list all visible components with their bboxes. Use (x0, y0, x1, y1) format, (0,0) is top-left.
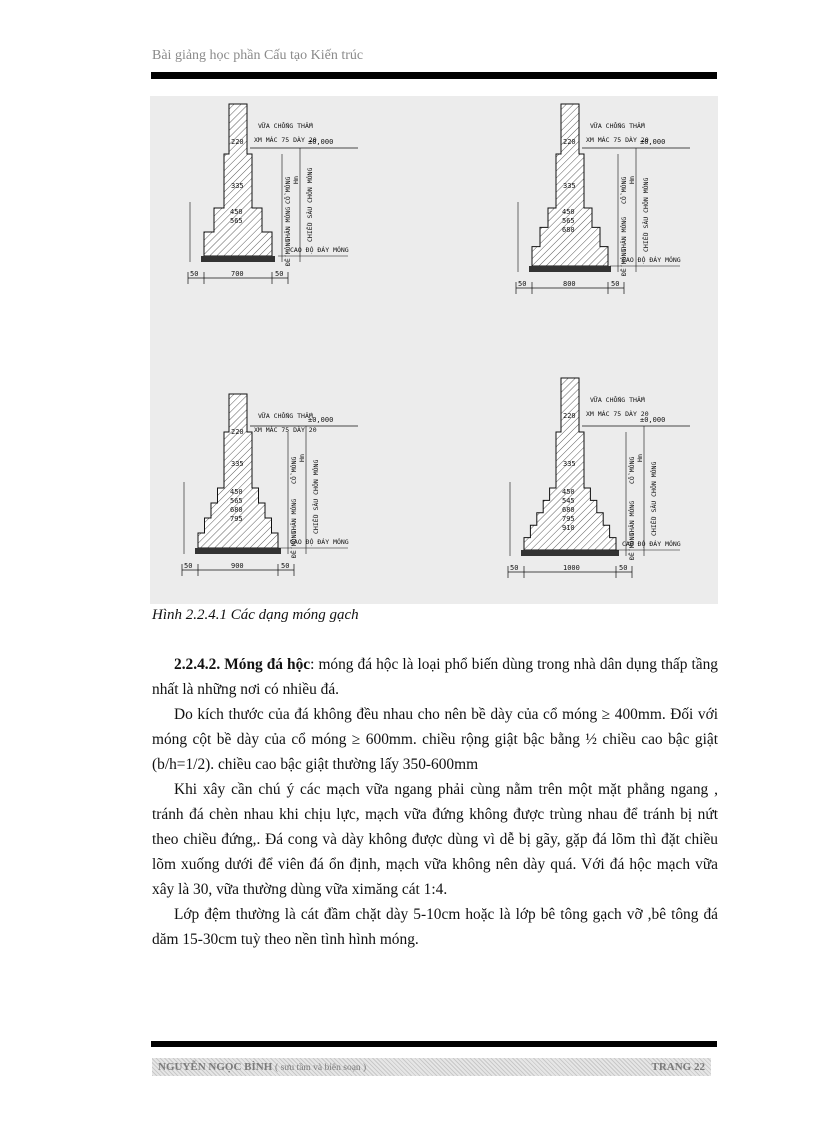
section-number: 2.2.4.2. (174, 656, 221, 673)
step-width-label: 680 (562, 226, 575, 234)
body-label: THÂN MÓNG (620, 216, 628, 252)
waterproof-spec-label: XM MÁC 75 DÀY 20 (586, 410, 649, 418)
step-width-label: 565 (230, 217, 243, 225)
step-width-label: 680 (562, 506, 575, 514)
step-width-label: 565 (562, 217, 575, 225)
base-width-label: 1000 (563, 564, 580, 572)
margin-dim-label: 50 (518, 280, 527, 288)
step-width-label: 565 (230, 497, 243, 505)
wall-thickness-label: 220 (563, 138, 576, 146)
depth-short-label: Hm (298, 454, 306, 462)
body-text (152, 652, 718, 952)
depth-label: CHIỀU SÂU CHÔN MÓNG (650, 461, 658, 536)
margin-dim-label: 50 (619, 564, 628, 572)
section-title: Móng đá hộc (224, 656, 311, 673)
paragraph-2: Do kích thước của đá không đều nhau cho nên bề dày của cổ móng ≥ 400mm. Đối với móng cột bề dày của cổ móng ≥ 600mm. chiều rộng giật bậc bằng ½ chiều cao bậc giật (b/h=1/2). chiều cao bậc giật thường lấy 350-600mm (152, 706, 718, 773)
base-label: ĐẾ MÓNG (290, 530, 298, 558)
neck-thickness-label: 335 (231, 460, 244, 468)
waterproof-label: VỮA CHỐNG THẤM (590, 396, 645, 404)
margin-dim-label: 50 (281, 562, 290, 570)
base-label: ĐẾ MÓNG (284, 238, 292, 266)
page-header-title: Bài giảng học phần Cấu tạo Kiến trúc (152, 48, 364, 63)
step-width-label: 795 (562, 515, 575, 523)
neck-label: CỔ MÓNG (628, 456, 636, 484)
bottom-elevation-label: CAO ĐỘ ĐÁY MÓNG (290, 246, 349, 254)
wall-thickness-label: 220 (563, 412, 576, 420)
margin-dim-label: 50 (510, 564, 519, 572)
ground-level-label: ±0,000 (308, 138, 334, 146)
base-width-label: 900 (231, 562, 244, 570)
figure-caption: Hình 2.2.4.1 Các dạng móng gạch (152, 607, 359, 623)
step-width-label: 545 (562, 497, 575, 505)
margin-dim-label: 50 (275, 270, 284, 278)
depth-label: CHIỀU SÂU CHÔN MÓNG (642, 177, 650, 252)
foundation-base-pad (529, 266, 611, 272)
step-width-label: 795 (230, 515, 243, 523)
waterproof-label: VỮA CHỐNG THẤM (258, 412, 313, 420)
wall-thickness-label: 220 (231, 138, 244, 146)
foundation-drawings (150, 96, 718, 604)
step-width-label: 450 (230, 208, 243, 216)
neck-thickness-label: 335 (563, 182, 576, 190)
footer-note: ( sưu tầm và biên soạn ) (275, 1063, 367, 1073)
footer-page-number: TRANG 22 (651, 1061, 705, 1073)
bottom-elevation-label: CAO ĐỘ ĐÁY MÓNG (622, 540, 681, 548)
paragraph-1 (152, 652, 718, 702)
body-label: THÂN MÓNG (628, 500, 636, 536)
waterproof-label: VỮA CHỐNG THẤM (258, 122, 313, 130)
margin-dim-label: 50 (190, 270, 199, 278)
depth-short-label: Hm (628, 176, 636, 184)
body-label: THÂN MÓNG (290, 498, 298, 534)
step-width-label: 450 (230, 488, 243, 496)
base-label: ĐẾ MÓNG (620, 248, 628, 276)
step-width-label: 910 (562, 524, 575, 532)
bottom-elevation-label: CAO ĐỘ ĐÁY MÓNG (290, 538, 349, 546)
neck-label: CỔ MÓNG (620, 176, 628, 204)
neck-label: CỔ MÓNG (290, 456, 298, 484)
waterproof-spec-label: XM MÁC 75 DÀY 20 (586, 136, 649, 144)
neck-thickness-label: 335 (563, 460, 576, 468)
ground-level-label: ±0,000 (640, 416, 666, 424)
neck-thickness-label: 335 (231, 182, 244, 190)
footer-bar (152, 1058, 711, 1076)
waterproof-spec-label: XM MÁC 75 DÀY 20 (254, 136, 317, 144)
foundation-base-pad (195, 548, 281, 554)
depth-short-label: Hm (292, 176, 300, 184)
footer-author: NGUYỄN NGỌC BÌNH (158, 1061, 273, 1073)
paragraph-3: Khi xây cần chú ý các mạch vữa ngang phải cùng nằm trên một mặt phẳng ngang , tránh đá chèn nhau khi chịu lực, mạch vữa đứng không được trùng nhau để tránh bị nứt theo chiều đứng,. Đá cong và dày không được dùng vì dễ bị gãy, gặp đá lõm thì đặt chiều lõm xuống dưới để viên đá ổn định, mạch vữa không nên dày quá. Với đá hộc mạch vữa xây là 30, vữa thường dùng vữa ximăng cát 1:4. (152, 781, 718, 898)
ground-level-label: ±0,000 (308, 416, 334, 424)
step-width-label: 450 (562, 208, 575, 216)
margin-dim-label: 50 (611, 280, 620, 288)
footer-rule (151, 1041, 717, 1047)
base-width-label: 700 (231, 270, 244, 278)
step-width-label: 680 (230, 506, 243, 514)
foundation-base-pad (521, 550, 619, 556)
foundation-figure (150, 96, 718, 604)
margin-dim-label: 50 (184, 562, 193, 570)
waterproof-label: VỮA CHỐNG THẤM (590, 122, 645, 130)
body-label: THÂN MÓNG (284, 206, 292, 242)
step-width-label: 450 (562, 488, 575, 496)
base-width-label: 800 (563, 280, 576, 288)
base-label: ĐẾ MÓNG (628, 532, 636, 560)
depth-label: CHIỀU SÂU CHÔN MÓNG (312, 459, 320, 534)
ground-level-label: ±0,000 (640, 138, 666, 146)
waterproof-spec-label: XM MÁC 75 DÀY 20 (254, 426, 317, 434)
depth-label: CHIỀU SÂU CHÔN MÓNG (306, 167, 314, 242)
depth-short-label: Hm (636, 454, 644, 462)
paragraph-4: Lớp đệm thường là cát đầm chặt dày 5-10cm hoặc là lớp bê tông gạch vỡ ,bê tông đá dăm 15-30cm tuỳ theo nền tình hình móng. (152, 906, 718, 948)
bottom-elevation-label: CAO ĐỘ ĐÁY MÓNG (622, 256, 681, 264)
neck-label: CỔ MÓNG (284, 176, 292, 204)
paragraph-1-text: : móng đá hộc là loại phổ biến dùng trong nhà dân dụng thấp tầng nhất là những nơi có nhiều đá. (152, 656, 718, 698)
header-rule (151, 72, 717, 79)
wall-thickness-label: 220 (231, 428, 244, 436)
footer-author-block (158, 1061, 366, 1073)
foundation-base-pad (201, 256, 275, 262)
